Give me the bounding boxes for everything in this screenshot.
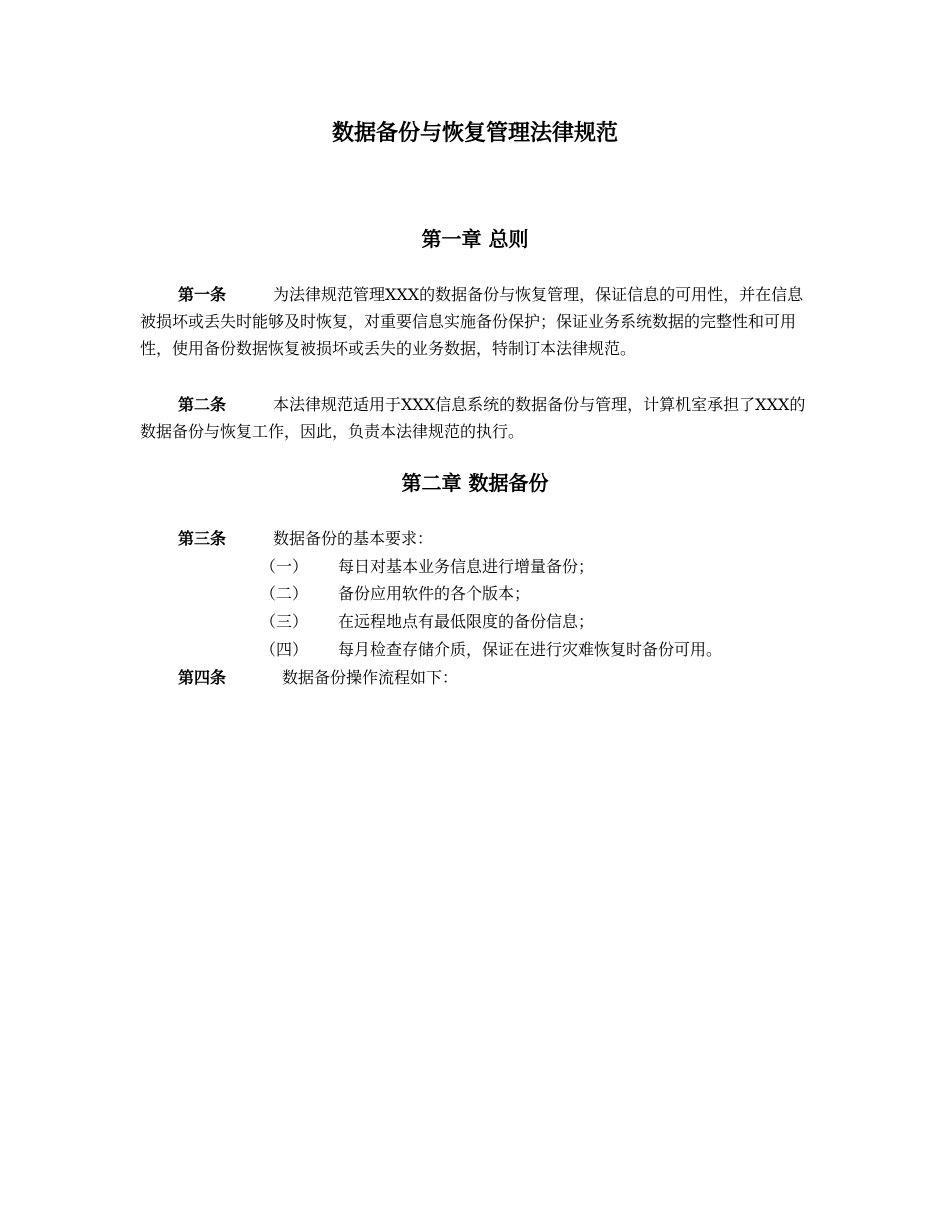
- chapter-heading-2: 第二章 数据备份: [401, 471, 549, 495]
- list-item-text: 每月检查存储介质，保证在进行灾难恢复时备份可用。: [338, 640, 723, 659]
- list-item-number: （三）: [260, 612, 309, 631]
- list-item-number: （二）: [260, 584, 309, 603]
- list-item: [260, 553, 594, 580]
- article-label: 第四条: [178, 668, 227, 687]
- list-item: [260, 636, 722, 663]
- list-item: [260, 580, 530, 607]
- list-item-text: 每日对基本业务信息进行增量备份；: [338, 557, 595, 576]
- article-text: 数据备份的基本要求：: [273, 529, 434, 548]
- chapter-heading-1: 第一章 总则: [421, 227, 529, 251]
- list-item-number: （四）: [260, 640, 309, 659]
- article-text: 本法律规范适用于XXX信息系统的数据备份与管理，计算机室承担了XXX的数据备份与恢复工作，因此，负责本法律规范的执行。: [140, 395, 806, 441]
- list-item-text: 备份应用软件的各个版本；: [338, 584, 531, 603]
- article-4: [178, 664, 458, 691]
- article-2: [140, 391, 812, 445]
- list-item-number: （一）: [260, 557, 309, 576]
- document-title: 数据备份与恢复管理法律规范: [331, 121, 618, 146]
- article-3: [178, 525, 433, 552]
- article-label: 第三条: [178, 529, 227, 548]
- article-text: 数据备份操作流程如下：: [282, 668, 459, 687]
- article-label: 第一条: [178, 285, 227, 304]
- list-item: [260, 608, 594, 635]
- list-item-text: 在远程地点有最低限度的备份信息；: [338, 612, 595, 631]
- article-text: 为法律规范管理XXX的数据备份与恢复管理，保证信息的可用性，并在信息被损坏或丢失时能够及时恢复，对重要信息实施备份保护；保证业务系统数据的完整性和可用性，使用备份数据恢复被损坏或丢失的业务数据，特制订本法律规范。: [140, 285, 804, 358]
- article-label: 第二条: [178, 395, 227, 414]
- article-1: [140, 281, 812, 362]
